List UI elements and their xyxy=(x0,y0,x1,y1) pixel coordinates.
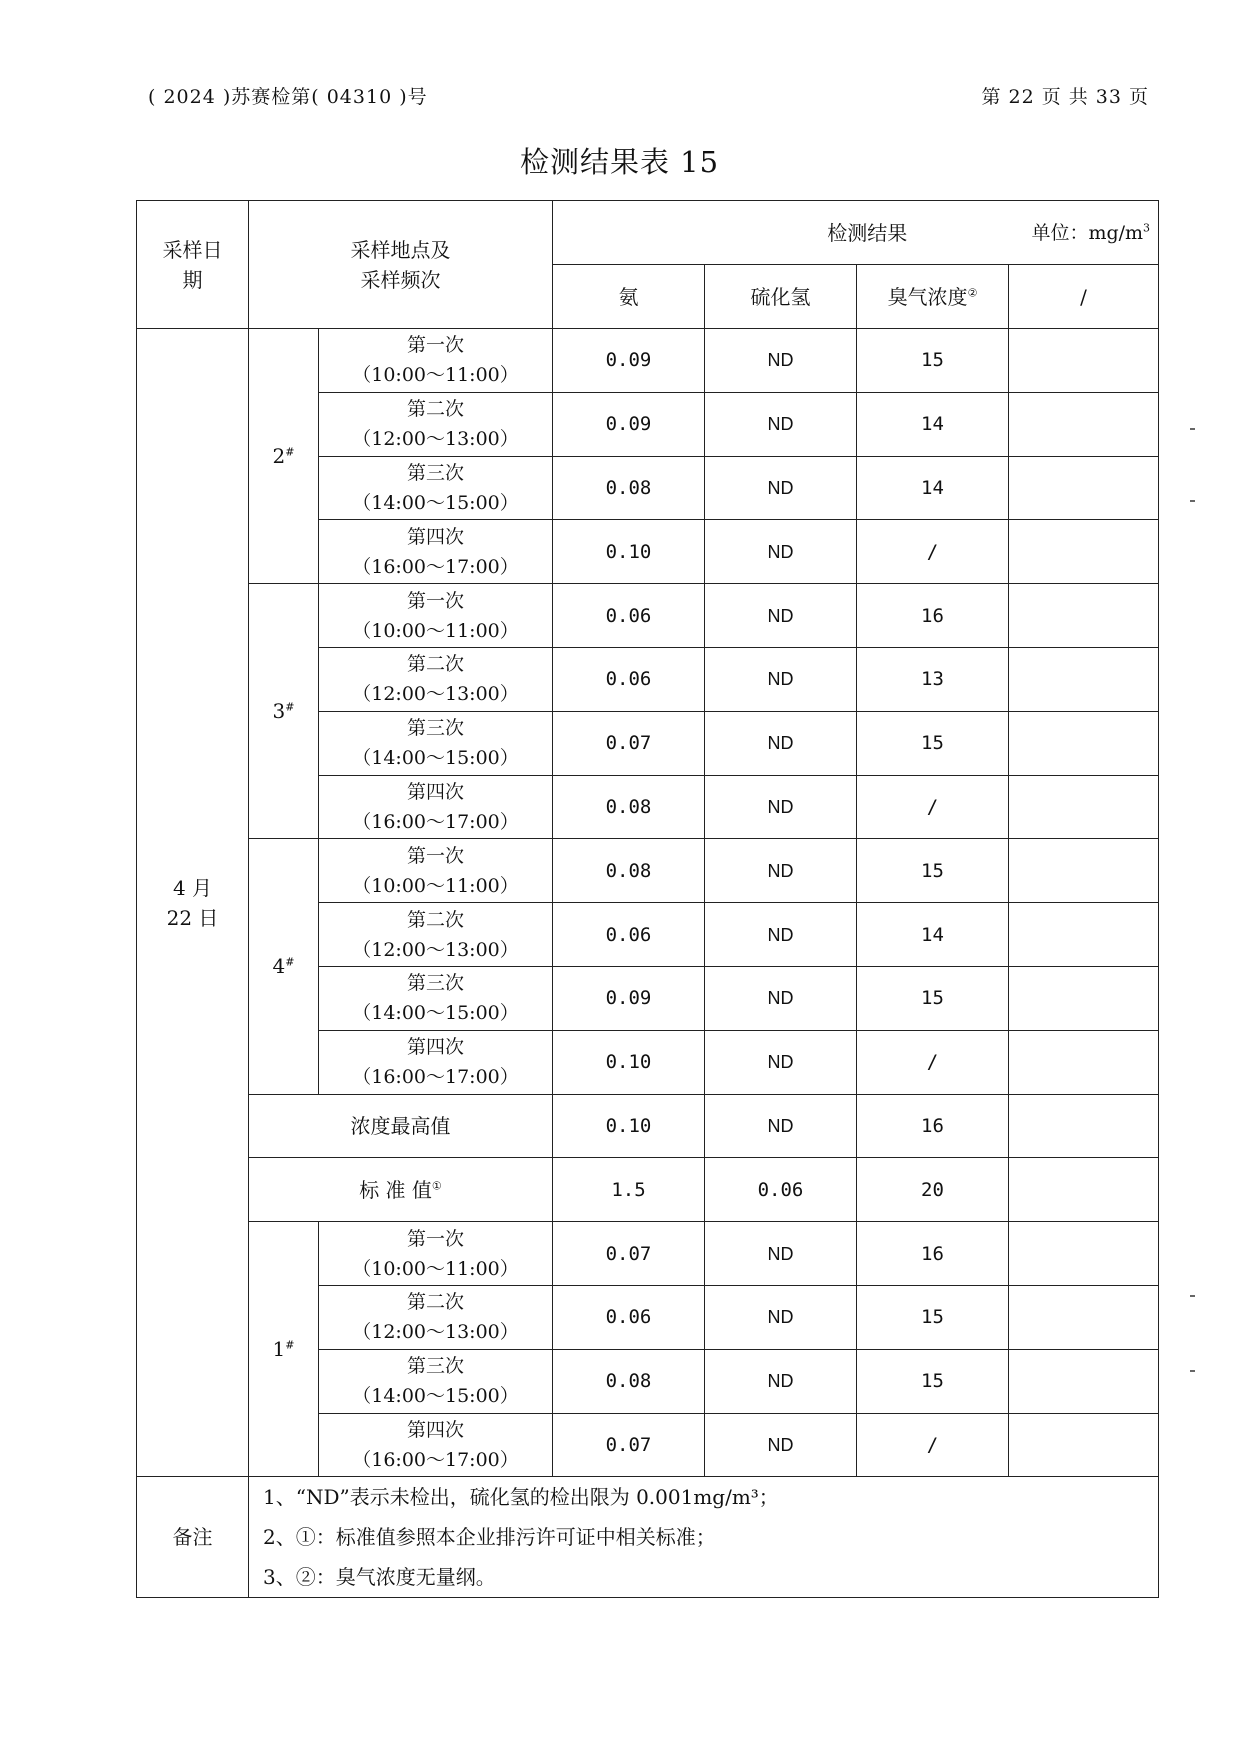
value-h2s: ND xyxy=(705,392,857,456)
value-blank xyxy=(1009,839,1159,903)
site-superscript: # xyxy=(285,445,295,459)
site-cell xyxy=(249,584,319,839)
session-name: 第二次 xyxy=(406,1291,464,1314)
session-name: 第一次 xyxy=(406,844,464,867)
unit-label: 单位：$mg/m^3$ xyxy=(1031,221,1151,244)
remarks-label: 备注 xyxy=(137,1477,249,1598)
session-time: （16:00～17:00） xyxy=(352,810,519,833)
page-number: 第 22 页 共 33 页 xyxy=(981,86,1149,108)
remark-line: 3、②：臭气浓度无量纲。 xyxy=(263,1565,496,1590)
value-blank xyxy=(1009,1158,1159,1222)
session-time: （12:00～13:00） xyxy=(352,683,519,706)
remark-line: 2、①：标准值参照本企业排污许可证中相关标准； xyxy=(263,1525,716,1550)
value-blank xyxy=(1009,903,1159,967)
value-blank xyxy=(1009,329,1159,393)
site-label: 3 xyxy=(272,699,286,724)
standard-label-superscript: ① xyxy=(431,1179,442,1193)
standard-label xyxy=(249,1158,553,1222)
value-ammonia: 0.08 xyxy=(553,839,705,903)
session-name: 第四次 xyxy=(406,1418,464,1441)
value-odor: / xyxy=(857,1413,1009,1477)
value-ammonia: 0.08 xyxy=(553,456,705,520)
value-blank xyxy=(1009,520,1159,584)
session-cell xyxy=(319,456,553,520)
value-odor: 16 xyxy=(857,1094,1009,1158)
value-ammonia: 0.06 xyxy=(553,647,705,711)
session-time: （12:00～13:00） xyxy=(352,938,519,961)
value-h2s: ND xyxy=(705,647,857,711)
value-odor: 15 xyxy=(857,329,1009,393)
value-h2s: ND xyxy=(705,1349,857,1413)
value-odor: 15 xyxy=(857,711,1009,775)
value-ammonia: 0.09 xyxy=(553,392,705,456)
site-label: 4 xyxy=(272,954,286,979)
value-h2s: ND xyxy=(705,1030,857,1094)
header-col-h2s: 硫化氢 xyxy=(705,265,857,329)
session-cell xyxy=(319,839,553,903)
site-label: 2 xyxy=(272,444,286,469)
value-blank xyxy=(1009,647,1159,711)
value-h2s: ND xyxy=(705,584,857,648)
value-odor: 16 xyxy=(857,584,1009,648)
table-row xyxy=(137,839,1159,903)
session-time: （12:00～13:00） xyxy=(352,428,519,451)
session-cell xyxy=(319,711,553,775)
session-cell xyxy=(319,392,553,456)
session-name: 第三次 xyxy=(406,1355,464,1378)
site-superscript: # xyxy=(285,700,295,714)
session-name: 第二次 xyxy=(406,908,464,931)
value-h2s: ND xyxy=(705,329,857,393)
session-name: 第二次 xyxy=(406,398,464,421)
value-odor: 14 xyxy=(857,456,1009,520)
value-h2s: ND xyxy=(705,1285,857,1349)
value-h2s: ND xyxy=(705,966,857,1030)
value-blank xyxy=(1009,1030,1159,1094)
value-h2s: ND xyxy=(705,520,857,584)
session-time: （10:00～11:00） xyxy=(352,619,519,642)
session-time: （12:00～13:00） xyxy=(352,1321,519,1344)
value-h2s: ND xyxy=(705,839,857,903)
value-odor: 14 xyxy=(857,392,1009,456)
session-name: 第二次 xyxy=(406,653,464,676)
value-ammonia: 0.08 xyxy=(553,775,705,839)
max-label: 浓度最高值 xyxy=(249,1094,553,1158)
remarks-notes xyxy=(249,1477,1159,1598)
session-name: 第四次 xyxy=(406,780,464,803)
site-label: 1 xyxy=(272,1337,286,1362)
scan-mark xyxy=(1190,500,1195,502)
session-cell xyxy=(319,647,553,711)
session-name: 第三次 xyxy=(406,461,464,484)
site-cell xyxy=(249,839,319,1094)
session-cell xyxy=(319,1349,553,1413)
header-col-ammonia: 氨 xyxy=(553,265,705,329)
session-time: （14:00～15:00） xyxy=(352,747,519,770)
value-ammonia: 0.07 xyxy=(553,711,705,775)
session-name: 第一次 xyxy=(406,334,464,357)
value-odor: 20 xyxy=(857,1158,1009,1222)
site-cell xyxy=(249,1222,319,1477)
session-name: 第四次 xyxy=(406,1036,464,1059)
value-ammonia: 0.09 xyxy=(553,966,705,1030)
table-title: 检测结果表 15 xyxy=(519,145,720,179)
value-blank xyxy=(1009,966,1159,1030)
value-ammonia: 0.06 xyxy=(553,903,705,967)
session-cell xyxy=(319,966,553,1030)
session-cell xyxy=(319,903,553,967)
value-h2s: 0.06 xyxy=(705,1158,857,1222)
page-header xyxy=(148,82,1149,112)
value-blank xyxy=(1009,456,1159,520)
header-place: 采样地点及 采样频次 xyxy=(249,201,553,329)
value-odor: 14 xyxy=(857,903,1009,967)
scan-mark xyxy=(1190,1370,1195,1372)
session-cell xyxy=(319,1222,553,1286)
standard-row xyxy=(137,1158,1159,1222)
session-name: 第一次 xyxy=(406,1227,464,1250)
session-cell xyxy=(319,520,553,584)
session-time: （16:00～17:00） xyxy=(352,1066,519,1089)
value-blank xyxy=(1009,1285,1159,1349)
value-odor: 16 xyxy=(857,1222,1009,1286)
site-superscript: # xyxy=(285,1338,295,1352)
value-odor: / xyxy=(857,1030,1009,1094)
table-row xyxy=(137,1222,1159,1286)
session-time: （14:00～15:00） xyxy=(352,1385,519,1408)
value-h2s: ND xyxy=(705,903,857,967)
date-cell xyxy=(137,329,249,1477)
session-name: 第四次 xyxy=(406,525,464,548)
table-row xyxy=(137,329,1159,393)
value-ammonia: 0.07 xyxy=(553,1222,705,1286)
value-h2s: ND xyxy=(705,1094,857,1158)
report-number: ( 2024 )苏赛检第( 04310 )号 xyxy=(148,86,428,108)
scan-mark xyxy=(1190,1295,1195,1297)
session-name: 第一次 xyxy=(406,589,464,612)
value-ammonia: 0.08 xyxy=(553,1349,705,1413)
value-blank xyxy=(1009,584,1159,648)
value-odor: / xyxy=(857,775,1009,839)
value-ammonia: 0.06 xyxy=(553,1285,705,1349)
value-odor: 15 xyxy=(857,966,1009,1030)
header-col-blank: / xyxy=(1009,265,1159,329)
value-ammonia: 0.10 xyxy=(553,1030,705,1094)
table-row xyxy=(137,584,1159,648)
value-h2s: ND xyxy=(705,711,857,775)
results-table xyxy=(136,200,1159,1598)
value-ammonia: 0.10 xyxy=(553,1094,705,1158)
session-cell xyxy=(319,584,553,648)
session-cell xyxy=(319,1030,553,1094)
value-blank xyxy=(1009,711,1159,775)
session-time: （10:00～11:00） xyxy=(352,1257,519,1280)
value-h2s: ND xyxy=(705,1413,857,1477)
value-odor: 15 xyxy=(857,1349,1009,1413)
session-cell xyxy=(319,1413,553,1477)
site-cell xyxy=(249,329,319,584)
max-row xyxy=(137,1094,1159,1158)
value-odor: / xyxy=(857,520,1009,584)
value-blank xyxy=(1009,1094,1159,1158)
value-ammonia: 0.10 xyxy=(553,520,705,584)
value-h2s: ND xyxy=(705,775,857,839)
session-cell xyxy=(319,775,553,839)
value-blank xyxy=(1009,775,1159,839)
site-superscript: # xyxy=(285,955,295,969)
session-cell xyxy=(319,1285,553,1349)
value-ammonia: 1.5 xyxy=(553,1158,705,1222)
session-time: （10:00～11:00） xyxy=(352,874,519,897)
value-blank xyxy=(1009,1222,1159,1286)
date-month: 4 月 xyxy=(172,875,213,900)
value-ammonia: 0.09 xyxy=(553,329,705,393)
value-blank xyxy=(1009,1349,1159,1413)
value-ammonia: 0.06 xyxy=(553,584,705,648)
value-h2s: ND xyxy=(705,1222,857,1286)
value-odor: 15 xyxy=(857,839,1009,903)
value-odor: 13 xyxy=(857,647,1009,711)
session-time: （16:00～17:00） xyxy=(352,1448,519,1471)
session-name: 第三次 xyxy=(406,972,464,995)
session-time: （10:00～11:00） xyxy=(352,364,519,387)
session-name: 第三次 xyxy=(406,717,464,740)
value-odor: 15 xyxy=(857,1285,1009,1349)
value-ammonia: 0.07 xyxy=(553,1413,705,1477)
remark-line: 1、“ND”表示未检出，硫化氢的检出限为 0.001mg/m³； xyxy=(263,1485,779,1510)
standard-label-text: 标 准 值 xyxy=(359,1177,432,1202)
value-blank xyxy=(1009,1413,1159,1477)
header-results: 检测结果 单位：$mg/m^3$ xyxy=(553,201,1159,265)
value-h2s: ND xyxy=(705,456,857,520)
session-time: （14:00～15:00） xyxy=(352,1002,519,1025)
header-date: 采样日 期 xyxy=(137,201,249,329)
header-col-odor: 臭气浓度② xyxy=(857,265,1009,329)
session-cell xyxy=(319,329,553,393)
scan-mark xyxy=(1190,428,1195,430)
date-day: 22 日 xyxy=(166,905,219,930)
value-blank xyxy=(1009,392,1159,456)
session-time: （16:00～17:00） xyxy=(352,555,519,578)
session-time: （14:00～15:00） xyxy=(352,491,519,514)
